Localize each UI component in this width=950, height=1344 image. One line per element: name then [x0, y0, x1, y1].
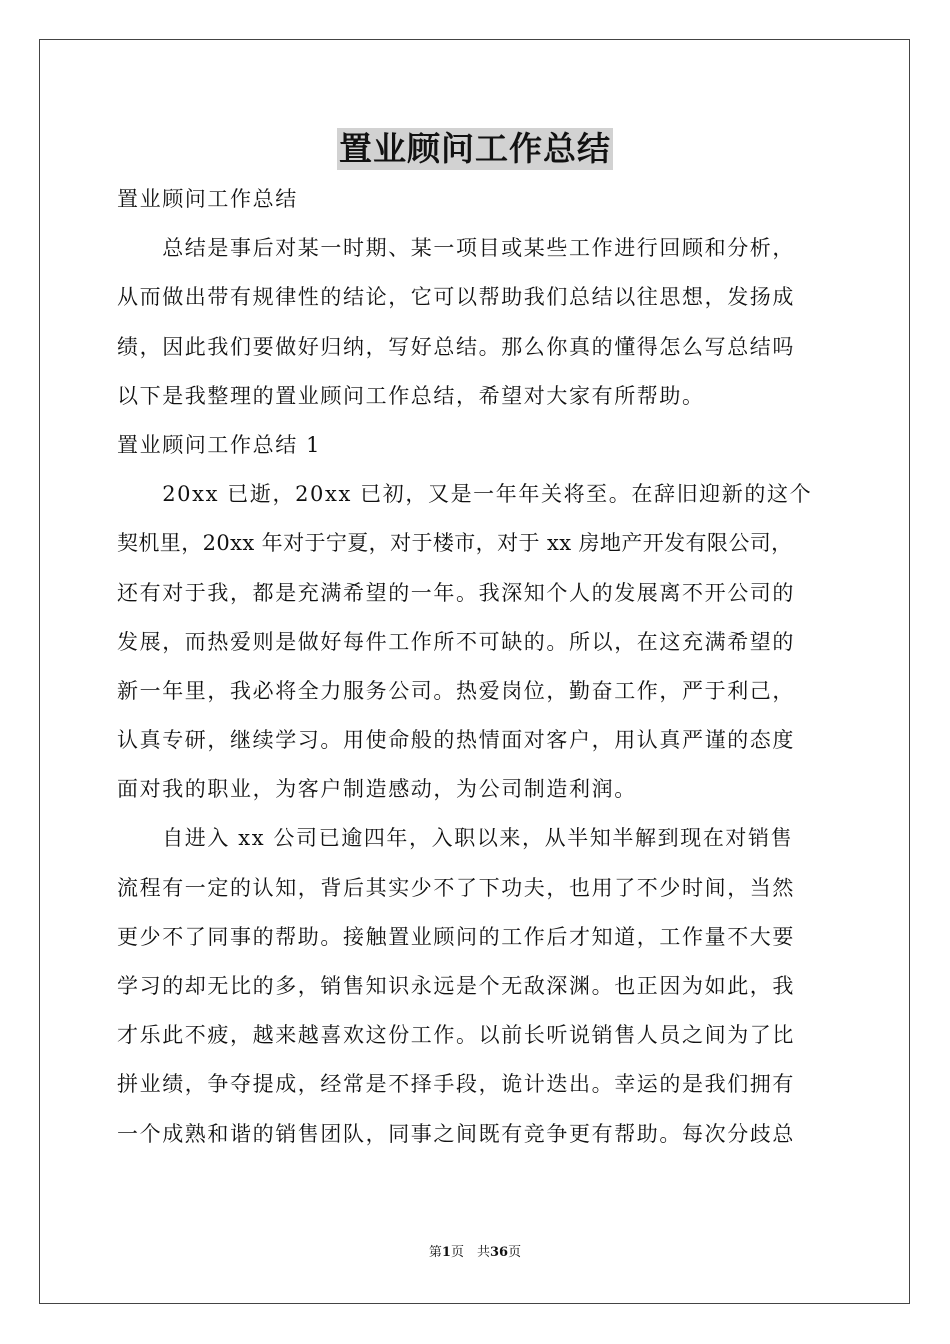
page-prefix: 第 — [428, 1245, 442, 1260]
body-line: 自进入 xx 公司已逾四年，入职以来，从半知半解到现在对销售 — [117, 826, 794, 851]
page-current: 1 — [441, 1245, 451, 1260]
body-line: 面对我的职业，为客户制造感动，为公司制造利润。 — [117, 777, 637, 802]
page-mid: 页 共 — [450, 1245, 490, 1260]
page-suffix: 页 — [508, 1245, 522, 1260]
body-line: 发展，而热爱则是做好每件工作所不可缺的。所以，在这充满希望的 — [117, 629, 795, 654]
body-line: 契机里，20xx 年对于宁夏，对于楼市，对于 xx 房地产开发有限公司， — [117, 531, 793, 556]
body-line: 更少不了同事的帮助。接触置业顾问的工作后才知道，工作量不大要 — [117, 924, 795, 949]
body-line: 绩，因此我们要做好归纳，写好总结。那么你真的懂得怎么写总结吗 — [117, 334, 795, 359]
document-title: 置业顾问工作总结 — [339, 129, 611, 168]
body-line: 一个成熟和谐的销售团队，同事之间既有竞争更有帮助。每次分歧总 — [117, 1121, 795, 1146]
body-line: 新一年里，我必将全力服务公司。热爱岗位，勤奋工作，严于利己， — [117, 678, 795, 703]
document-body — [117, 175, 837, 1159]
body-line: 20xx 已逝，20xx 已初，又是一年年关将至。在辞旧迎新的这个 — [117, 482, 813, 507]
body-line: 总结是事后对某一时期、某一项目或某些工作进行回顾和分析， — [117, 236, 795, 261]
body-line: 流程有一定的认知，背后其实少不了下功夫，也用了不少时间，当然 — [117, 875, 795, 900]
body-line: 置业顾问工作总结 1 — [117, 432, 322, 457]
body-line: 拼业绩，争夺提成，经常是不择手段，诡计迭出。幸运的是我们拥有 — [117, 1072, 795, 1097]
page-total: 36 — [489, 1245, 509, 1260]
body-line: 还有对于我，都是充满希望的一年。我深知个人的发展离不开公司的 — [117, 580, 795, 605]
body-line: 置业顾问工作总结 — [117, 187, 298, 211]
body-line: 才乐此不疲，越来越喜欢这份工作。以前长听说销售人员之间为了比 — [117, 1023, 795, 1048]
title-area — [0, 128, 950, 170]
body-line: 学习的却无比的多，销售知识永远是个无敌深渊。也正因为如此，我 — [117, 974, 795, 998]
body-line: 从而做出带有规律性的结论，它可以帮助我们总结以往思想，发扬成 — [117, 285, 795, 310]
body-line: 以下是我整理的置业顾问工作总结，希望对大家有所帮助。 — [117, 383, 705, 408]
body-line: 认真专研，继续学习。用使命般的热情面对客户，用认真严谨的态度 — [117, 728, 795, 753]
page-footer — [0, 1244, 950, 1262]
